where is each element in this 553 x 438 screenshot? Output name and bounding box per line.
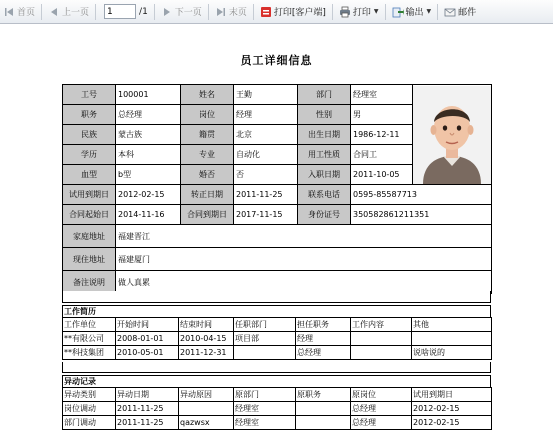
print-label: 打印 <box>352 8 371 18</box>
post-label: 岗位 <box>181 105 234 125</box>
blood-type-value: b型 <box>116 165 181 185</box>
next-page-label: 下一页 <box>174 8 202 18</box>
duty-value: 总经理 <box>116 105 181 125</box>
education-value: 本科 <box>116 145 181 165</box>
education-label: 学历 <box>63 145 116 165</box>
toolbar-divider <box>332 4 333 20</box>
table-cell <box>179 402 234 416</box>
column-header: 结束时间 <box>179 318 234 332</box>
column-header: 异动日期 <box>116 388 179 402</box>
employment-type-value: 合同工 <box>351 145 413 165</box>
table-row <box>63 402 492 416</box>
regular-date-label: 转正日期 <box>181 185 234 205</box>
table-cell: 2011-12-31 <box>179 346 234 360</box>
birth-date-value: 1986-12-11 <box>351 125 413 145</box>
gender-value: 男 <box>351 105 413 125</box>
id-number-label: 身份证号 <box>298 205 351 225</box>
column-header: 开始时间 <box>116 318 179 332</box>
column-header: 原岗位 <box>351 388 412 402</box>
export-button[interactable] <box>389 3 435 21</box>
printer-icon <box>339 6 351 18</box>
work-history-table <box>62 317 492 360</box>
document-title: 员工详细信息 <box>240 54 313 67</box>
first-page-icon <box>3 6 15 18</box>
current-address-label: 现住地址 <box>63 248 116 271</box>
toolbar-divider <box>208 4 209 20</box>
table-row <box>63 416 492 430</box>
home-address-label: 家庭地址 <box>63 225 116 248</box>
table-row <box>63 332 492 346</box>
table-header-row <box>63 318 492 332</box>
name-label: 姓名 <box>181 85 234 105</box>
employment-type-label: 用工性质 <box>298 145 351 165</box>
major-value: 自动化 <box>234 145 298 165</box>
probation-end-label: 试用到期日 <box>63 185 116 205</box>
change-records-table <box>62 387 492 430</box>
native-place-value: 北京 <box>234 125 298 145</box>
table-cell: 2011-11-25 <box>116 402 179 416</box>
report-toolbar <box>0 0 553 24</box>
table-cell: 2012-02-15 <box>412 416 492 430</box>
current-address-value: 福建厦门 <box>116 248 492 271</box>
table-cell: 总经理 <box>351 416 412 430</box>
table-cell: 2010-05-01 <box>116 346 179 360</box>
ethnic-label: 民族 <box>63 125 116 145</box>
contract-start-label: 合同起始日 <box>63 205 116 225</box>
section-spacer <box>62 362 491 373</box>
chevron-down-icon[interactable]: ▼ <box>373 8 379 15</box>
table-cell: **有限公司 <box>63 332 116 346</box>
prev-page-button[interactable] <box>45 3 92 21</box>
export-icon <box>392 6 404 18</box>
table-cell: 说啥说的 <box>412 346 492 360</box>
probation-end-value: 2012-02-15 <box>116 185 181 205</box>
remark-value: 做人真累 <box>116 271 492 294</box>
table-cell: 2011-11-25 <box>116 416 179 430</box>
column-header: 原部门 <box>234 388 296 402</box>
toolbar-divider <box>154 4 155 20</box>
column-header: 担任职务 <box>296 318 351 332</box>
table-cell <box>296 402 351 416</box>
chevron-down-icon[interactable]: ▼ <box>426 8 432 15</box>
table-cell: 经理 <box>296 332 351 346</box>
contract-end-label: 合同到期日 <box>181 205 234 225</box>
contract-start-value: 2014-11-16 <box>116 205 181 225</box>
column-header: 原职务 <box>296 388 351 402</box>
join-date-value: 2011-10-05 <box>351 165 413 185</box>
first-page-label: 首页 <box>17 8 36 18</box>
employee-photo <box>413 86 491 184</box>
column-header: 试用到期日 <box>412 388 492 402</box>
print-button[interactable] <box>336 3 382 21</box>
toolbar-divider <box>385 4 386 20</box>
phone-label: 联系电话 <box>298 185 351 205</box>
table-cell: 部门调动 <box>63 416 116 430</box>
mail-button[interactable] <box>441 3 479 21</box>
last-page-label: 末页 <box>228 8 247 18</box>
change-records-title: 异动记录 <box>62 375 491 387</box>
ethnic-value: 蒙古族 <box>116 125 181 145</box>
export-label: 输出 <box>405 8 424 18</box>
table-cell: 2012-02-15 <box>412 402 492 416</box>
prev-page-label: 上一页 <box>62 8 90 18</box>
employee-photo-cell <box>413 85 492 185</box>
dept-label: 部门 <box>298 85 351 105</box>
major-label: 专业 <box>181 145 234 165</box>
table-cell <box>351 346 412 360</box>
page-total-label: /1 <box>139 6 148 17</box>
table-cell: qazwsx <box>179 416 234 430</box>
toolbar-divider <box>437 4 438 20</box>
column-header: 其他 <box>412 318 492 332</box>
section-spacer <box>62 291 491 303</box>
emp-no-value: 100001 <box>116 85 181 105</box>
table-cell: **科技集团 <box>63 346 116 360</box>
work-history-title: 工作简历 <box>62 305 491 317</box>
name-value: 王勤 <box>234 85 298 105</box>
join-date-label: 入职日期 <box>298 165 351 185</box>
table-cell: 总经理 <box>351 402 412 416</box>
id-number-value: 350582861211351 <box>351 205 492 225</box>
prev-page-icon <box>48 6 60 18</box>
native-place-label: 籍贯 <box>181 125 234 145</box>
column-header: 异动类别 <box>63 388 116 402</box>
gender-label: 性别 <box>298 105 351 125</box>
post-value: 经理 <box>234 105 298 125</box>
duty-label: 职务 <box>63 105 116 125</box>
next-page-icon <box>161 6 173 18</box>
table-cell <box>234 346 296 360</box>
table-cell <box>296 416 351 430</box>
employee-info-table <box>62 84 492 294</box>
table-cell: 岗位调动 <box>63 402 116 416</box>
table-header-row <box>63 388 492 402</box>
table-cell <box>412 332 492 346</box>
column-header: 异动原因 <box>179 388 234 402</box>
next-page-button[interactable] <box>158 3 205 21</box>
regular-date-value: 2011-11-25 <box>234 185 298 205</box>
birth-date-label: 出生日期 <box>298 125 351 145</box>
contract-end-value: 2017-11-15 <box>234 205 298 225</box>
table-cell: 经理室 <box>234 402 296 416</box>
table-cell <box>351 332 412 346</box>
dept-value: 经理室 <box>351 85 413 105</box>
table-cell: 2010-04-15 <box>179 332 234 346</box>
last-page-button[interactable] <box>212 3 250 21</box>
married-value: 否 <box>234 165 298 185</box>
last-page-icon <box>215 6 227 18</box>
married-label: 婚否 <box>181 165 234 185</box>
blood-type-label: 血型 <box>63 165 116 185</box>
table-row <box>63 346 492 360</box>
page-number-input[interactable] <box>104 4 136 19</box>
mail-icon <box>444 6 456 18</box>
remark-label: 备注说明 <box>63 271 116 294</box>
print-client-label: 打印[客户端] <box>273 8 326 18</box>
column-header: 工作内容 <box>351 318 412 332</box>
toolbar-divider <box>95 4 96 20</box>
phone-value: 0595-85587713 <box>351 185 492 205</box>
column-header: 工作单位 <box>63 318 116 332</box>
column-header: 任职部门 <box>234 318 296 332</box>
table-cell: 经理室 <box>234 416 296 430</box>
mail-label: 邮件 <box>458 8 477 18</box>
home-address-value: 福建晋江 <box>116 225 492 248</box>
first-page-button[interactable] <box>0 3 38 21</box>
emp-no-label: 工号 <box>63 85 116 105</box>
print-client-button[interactable] <box>257 3 329 21</box>
table-cell: 总经理 <box>296 346 351 360</box>
toolbar-divider <box>253 4 254 20</box>
toolbar-divider <box>41 4 42 20</box>
table-cell: 项目部 <box>234 332 296 346</box>
table-cell: 2008-01-01 <box>116 332 179 346</box>
pdf-print-icon <box>260 6 272 18</box>
